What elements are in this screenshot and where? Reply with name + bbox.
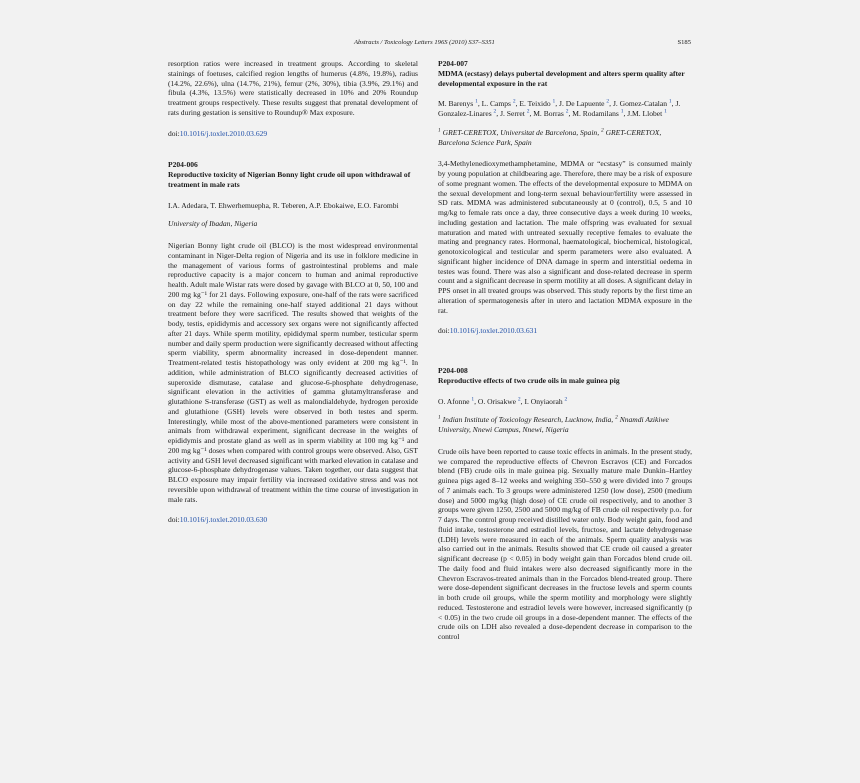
author-name: M. Rodamilans: [572, 109, 619, 118]
doi-line: [168, 515, 418, 525]
author-name: I. Onyiaorah: [524, 396, 563, 406]
affil-marker: 1: [438, 127, 441, 134]
affil-marker: 1: [438, 414, 441, 421]
abstract-body: Crude oils have been reported to cause toxic effects in animals. In the present study, we compared the reproductive effects of Chevron Escravos (CE) and Forcados blend (FB) crude oils in male guinea pig. Sexually mature male Dunkin–Hartley guinea pigs aged 8–12 weeks and weighing 350–550 g were divided into 7 groups of 7 animals each. To 3 groups were administered 1250 (low dose), 2500 (medium dose) and 5000 mg/kg (high dose) of CE crude oil respectively, and to another 3 groups were given 1250, 2500 and 5000 mg/kg of FB crude oil respectively p.o. for 7 days. The control group received distilled water only. Body weight gain, food and fluid intake, testosterone and estradiol levels, fructose, and lactate dehydrogenase (LDH) levels were measured in each of the animals. Sperm quality analysis was also carried out in the animals. Results showed that CE crude oil caused a greater significant decrease (p < 0.05) in body weight gain than Forcados blend crude oil. The daily food and fluid intakes were also decreased significantly more in the Chevron Escravos-treated animals than in the Forcados blend-treated group. There were dose-dependent significant decreases in the fructose levels and sperm counts in both crude oil groups, while the sperm motility and morphology were slightly reduced. Testosterone and estradiol levels were however, increased significantly (p < 0.05) in the two crude oil groups in a dose-dependent manner. The effects of the crude oils on LDH also revealed a dose-dependent decrease in comparison to the control: [438, 446, 692, 641]
affil-text: Nnamdi Azikiwe University, Nnewi Campus, Nnewi, Nigeria: [438, 415, 669, 434]
abstract-title: Reproductive effects of two crude oils in male guinea pig: [438, 375, 620, 385]
abstract-authors: I.A. Adedara, T. Ehwerhemuepha, R. Teberen, A.P. Ebokaiwe, E.O. Farombi: [168, 200, 399, 210]
doi-link[interactable]: 10.1016/j.toxlet.2010.03.629: [179, 128, 268, 138]
affil-text: GRET-CERETOX, Barcelona Science Park, Spain: [438, 127, 662, 147]
abstract-title: Reproductive toxicity of Nigerian Bonny light crude oil upon withdrawal of treatment in male rats: [168, 170, 411, 189]
author-affiliation-marker[interactable]: 1: [668, 98, 672, 105]
journal-citation: Abstracts / Toxicology Letters 196S (2010) S37–S351: [354, 39, 495, 46]
abstract-body: Nigerian Bonny light crude oil (BLCO) is the most widespread environmental contaminant in Niger-Delta region of Nigeria and its use in folklore medicine in the management of various forms of gastrointestinal problems and male reproductive capacity is a major concern to human and animal reproductive health. Adult male Wistar rats were dosed by gavage with BLCO at 0, 50, 100 and 200 mg kg⁻¹ for 21 days. Following exposure, one-half of the rats were sacrificed on day 22 while the remaining one-half stayed additional 21 days without treatment before they were sacrificed. The results showed that weights of the body, testis, epididymis and accessory sex organs were not significantly affected after 21 days. While sperm motility, epididymal sperm number, testicular sperm number and daily sperm production were significantly decreased without affecting sperm viability, sperm abnormality increased in dose-dependent manner. Treatment-related testis histopathology was only evident at 200 mg kg⁻¹. In addition, while administration of BLCO significantly decreased activities of superoxide dismutase, catalase and glucose-6-phosphate dehydrogenase, significant elevation in the activities of gamma glutamyltransferase and glutathione S-transferase (GST) as well as malondialdehyde, hydrogen peroxide and glutathione (GSH) levels were observed in both testes and sperm. Interestingly, while most of the above-mentioned parameters were consistent in animals from withdrawal experiment, significant decrease in the weights of epididymis and prostate gland as well as in sperm viability at 100 mg kg⁻¹ and 200 mg kg⁻¹ doses when compared with control groups were observed. Also, GST activity and GSH level decreased significant with marked elevation in catalase and glucose-6-phosphate dehydrogenase values. Taken together, our data suggest that BLCO exposure may impair fertility via increased oxidative stress and was not reversible upon withdrawal of treatment within the time course of investigation in male rats.: [168, 241, 419, 504]
author-affiliation-marker[interactable]: 1: [620, 108, 624, 115]
previous-abstract-continuation: resorption ratios were increased in treatment groups. According to skeletal stainings of foetuses, calcified region lengths of humerus (4.8%, 19.8%), radius (14.2%, 22.6%), ulna (14.7%, 21%), femur (2%, 30%), tibia (3.9%, 29.1%) and fibula (4.3%, 13.5%) were statistically decreased in 10% and 20% Roundup treatment groups respectively. These results suggest that prenatal development of rats during gestation is sensitive to Roundup® Max exposure.: [168, 59, 418, 117]
affil-marker: 2: [615, 414, 618, 421]
right-column: [438, 59, 692, 642]
author-name: J. Serret: [500, 109, 525, 118]
abstract-id: P204-007: [438, 59, 468, 68]
author-name: J. Gomez-Catalan: [612, 99, 668, 109]
abstract-p204-008: [438, 366, 692, 642]
author-affiliation-marker[interactable]: 2: [606, 98, 610, 105]
author-name: O. Orisakwe: [477, 396, 517, 406]
author-affiliation-marker[interactable]: 2: [565, 108, 569, 115]
running-header: [168, 39, 693, 51]
doi-prefix: doi:: [438, 326, 450, 336]
abstract-affiliation: University of Ibadan, Nigeria: [168, 219, 258, 229]
abstract-affiliation: [438, 128, 692, 148]
author-affiliation-marker[interactable]: 1: [475, 98, 478, 105]
abstract-title: MDMA (ecstasy) delays pubertal development and alters sperm quality after developmental exposure in the rat: [438, 68, 685, 88]
doi-link[interactable]: 10.1016/j.toxlet.2010.03.630: [179, 515, 268, 525]
doi-line: [168, 129, 418, 139]
abstract-p204-007: [438, 59, 692, 336]
author-name: J.M. Llobet: [627, 109, 663, 118]
affil-text: GRET-CERETOX, Universitat de Barcelona, Spain,: [440, 127, 601, 137]
author-affiliation-marker[interactable]: 2: [526, 108, 530, 115]
author-affiliation-marker[interactable]: 1: [664, 108, 667, 115]
abstract-id: P204-006: [168, 160, 198, 170]
author-name: E. Teixido: [519, 99, 551, 109]
author-affiliation-marker[interactable]: 2: [512, 98, 516, 105]
author-name: M. Borras: [533, 109, 564, 118]
author-name: O. Afonne: [438, 396, 470, 406]
doi-prefix: doi:: [168, 515, 180, 525]
doi-link[interactable]: 10.1016/j.toxlet.2010.03.631: [449, 326, 538, 336]
author-name: J. De Lapuente: [559, 99, 605, 109]
left-column: [168, 59, 418, 525]
author-affiliation-marker[interactable]: 2: [493, 108, 497, 115]
doi-prefix: doi:: [168, 128, 180, 138]
doi-line: [438, 326, 692, 336]
affil-text: Indian Institute of Toxicology Research, Lucknow, India,: [440, 415, 616, 425]
author-affiliation-marker[interactable]: 1: [552, 98, 556, 105]
abstract-id: P204-008: [438, 366, 468, 375]
author-affiliation-marker[interactable]: 1: [471, 395, 475, 402]
author-name: J. Gonzalez-Linares: [438, 99, 681, 118]
abstract-authors: M. Barenys $^1$, L. Camps $^2$, E. Teixido $^1$, J. De Lapuente $^2$, J. Gomez-Catalan $^1$, J. Gonzalez-Linares $^2$, J. Serret $^2$, M. Borras $^2$, M. Rodamilans $^1$, J.M. Llobet $^1$: [438, 98, 681, 118]
affil-marker: 2: [600, 127, 604, 134]
author-name: L. Camps: [481, 99, 511, 109]
abstract-authors: O. Afonne $^1$, O. Orisakwe $^2$, I. Onyiaorah $^2$: [438, 395, 568, 406]
abstract-p204-006: [168, 160, 418, 525]
abstract-affiliation: [438, 415, 692, 435]
page-number: S185: [677, 39, 691, 46]
author-affiliation-marker[interactable]: 2: [517, 395, 521, 402]
author-name: M. Barenys: [438, 99, 474, 109]
abstract-body: 3,4-Methylenedioxymethamphetamine, MDMA or “ecstasy” is consumed mainly by young population at childbearing age. Therefore, there may be a risk of exposure of some pregnant women. The effects of the developmental exposure to MDMA on the sexual development and long-term sexual behaviour/fertility were assessed in SD rats. MDMA was administered subcutaneously at 0 (control), 0.5, 5 and 10 mg/kg to female rats once a day, three consecutive days a week during 10 weeks, including gestation and lactation. The male offspring was evaluated for sexual maturation and mated with untreated sexually receptive females to evaluate the mating and pregnancy rates. Hormonal, haematological, biochemical, histological, genotoxicological and testicular and sperm parameters were also evaluated. A significant higher incidence of DNA damage in sperm and interstitial oedema in testes was found. There was also a significant and dose-related decrease in sperm count and a significant decrease in sperm motility at all doses. A significant delay in PPS onset in all treated groups was observed. This study reports by the first time an alteration of spermatogenesis after in utero and lactation MDMA exposure in the rat.: [438, 159, 692, 315]
author-affiliation-marker[interactable]: 2: [564, 395, 568, 402]
